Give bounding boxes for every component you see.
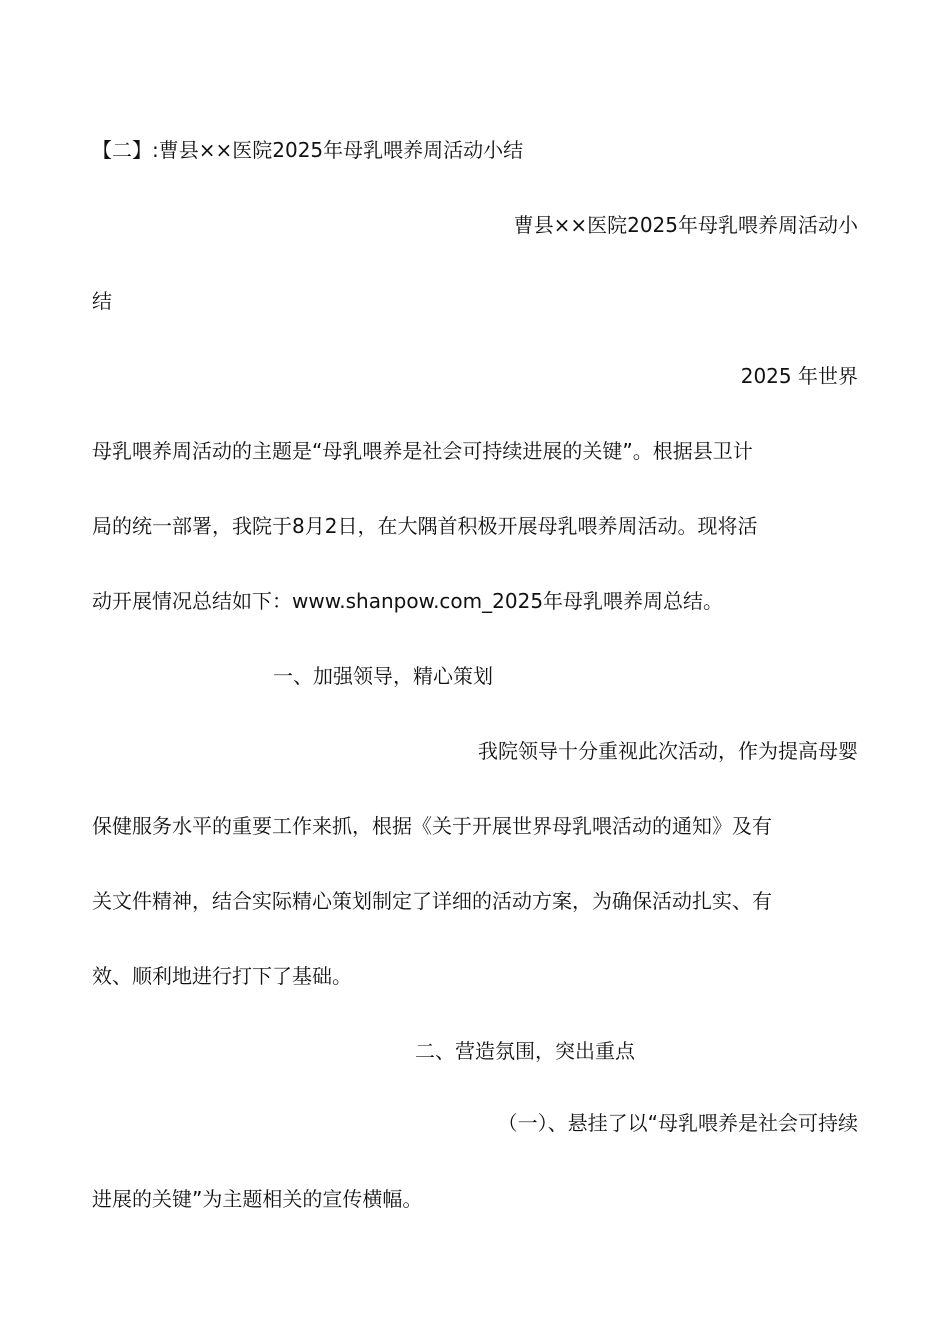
paragraph-1-line-4: 动开展情况总结如下：www.shanpow.com_2025年母乳喂养周总结。 <box>92 589 724 613</box>
paragraph-3-line-1: （一）、悬挂了以“母乳喂养是社会可持续 <box>497 1111 858 1135</box>
paragraph-2-line-2: 保健服务水平的重要工作来抓，根据《关于开展世界母乳喂活动的通知》及有 <box>92 814 772 838</box>
paragraph-2-line-3: 关文件精神，结合实际精心策划制定了详细的活动方案，为确保活动扎实、有 <box>92 889 772 913</box>
paragraph-2-line-1: 我院领导十分重视此次活动，作为提高母婴 <box>478 739 858 763</box>
paragraph-1-line-3: 局的统一部署，我院于8月2日，在大隅首积极开展母乳喂养周活动。现将活 <box>92 514 758 538</box>
paragraph-1-line-1: 2025 年世界 <box>740 364 858 388</box>
paragraph-3-line-2: 进展的关键”为主题相关的宣传横幅。 <box>92 1187 423 1211</box>
section-1-heading: 一、加强领导，精心策划 <box>273 664 493 688</box>
document-title-line-2: 结 <box>92 289 112 313</box>
paragraph-2-line-4: 效、顺利地进行打下了基础。 <box>92 964 352 988</box>
document-title-line-1: 曹县××医院2025年母乳喂养周活动小 <box>513 213 858 237</box>
section-2-heading: 二、营造氛围，突出重点 <box>415 1039 635 1063</box>
document-heading: 【二】:曹县××医院2025年母乳喂养周活动小结 <box>92 138 524 162</box>
paragraph-1-line-2: 母乳喂养周活动的主题是“母乳喂养是社会可持续进展的关键”。根据县卫计 <box>92 439 753 463</box>
